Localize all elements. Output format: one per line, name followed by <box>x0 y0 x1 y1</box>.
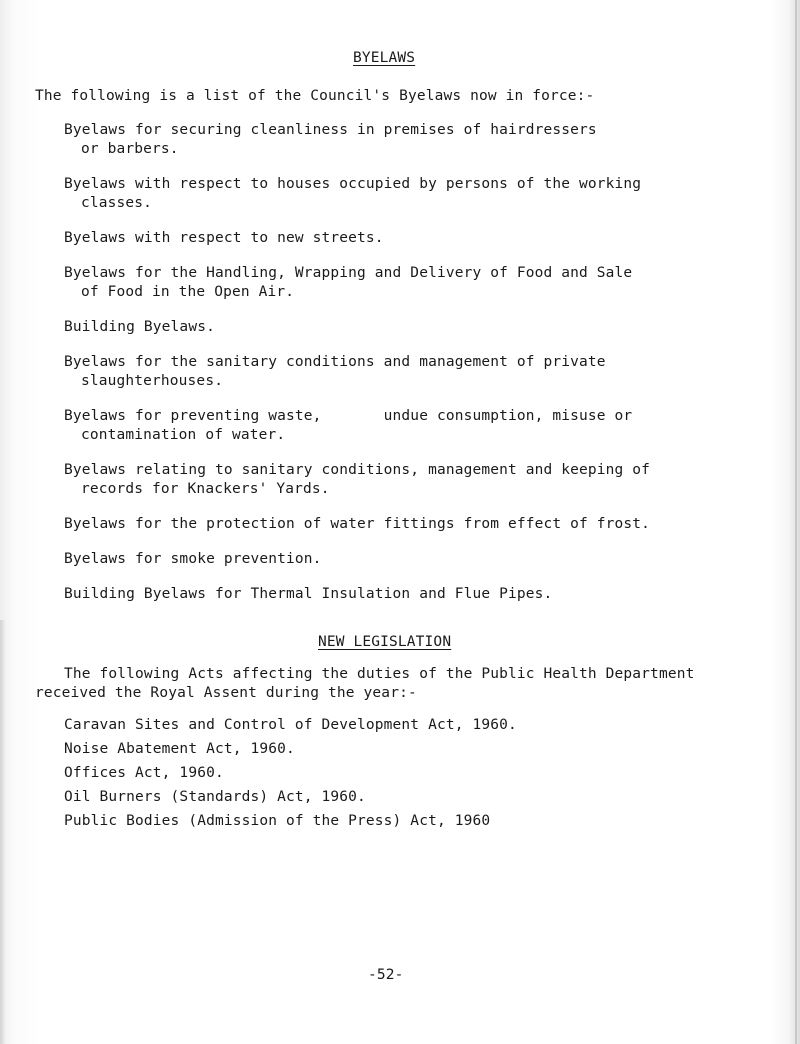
legislation-intro-line: received the Royal Assent during the year:- <box>35 685 417 701</box>
legislation-intro-line: The following Acts affecting the duties of the Public Health Department <box>64 666 695 682</box>
act-item: Public Bodies (Admission of the Press) Act, 1960 <box>64 813 491 829</box>
byelaw-item-line: Byelaws with respect to new streets. <box>64 230 384 246</box>
byelaw-item-line: Byelaws for smoke prevention. <box>64 551 322 567</box>
byelaw-item-line: Building Byelaws for Thermal Insulation and Flue Pipes. <box>64 586 553 602</box>
page-number: -52- <box>368 967 404 983</box>
section-heading: NEW LEGISLATION <box>318 634 452 650</box>
byelaw-item-line: Byelaws for the protection of water fittings from effect of frost. <box>64 516 651 532</box>
act-item: Oil Burners (Standards) Act, 1960. <box>64 789 366 805</box>
byelaw-item-line: slaughterhouses. <box>81 373 224 389</box>
byelaw-item-line: Byelaws for the Handling, Wrapping and Delivery of Food and Sale <box>64 265 633 281</box>
intro-text: The following is a list of the Council's Byelaws now in force:- <box>35 88 595 104</box>
act-item: Caravan Sites and Control of Development Act, 1960. <box>64 717 517 733</box>
byelaw-item-line: classes. <box>81 195 153 211</box>
byelaw-item-line: Byelaws relating to sanitary conditions, management and keeping of <box>64 462 651 478</box>
byelaw-item-line: Byelaws with respect to houses occupied by persons of the working <box>64 176 642 192</box>
binding-shadow <box>0 620 6 1044</box>
byelaw-item-line: Byelaws for securing cleanliness in premises of hairdressers <box>64 122 597 138</box>
byelaw-item-line: contamination of water. <box>81 427 286 443</box>
page-edge-shadow <box>795 0 797 1044</box>
act-item: Offices Act, 1960. <box>64 765 224 781</box>
byelaw-item-line: Byelaws for the sanitary conditions and management of private <box>64 354 606 370</box>
byelaw-item-line: of Food in the Open Air. <box>81 284 295 300</box>
byelaw-item-line: or barbers. <box>81 141 179 157</box>
byelaw-item-line: Byelaws for preventing waste, undue consumption, misuse or <box>64 408 633 424</box>
page-title: BYELAWS <box>353 50 416 66</box>
byelaw-item-line: records for Knackers' Yards. <box>81 481 330 497</box>
byelaw-item-line: Building Byelaws. <box>64 319 215 335</box>
act-item: Noise Abatement Act, 1960. <box>64 741 295 757</box>
